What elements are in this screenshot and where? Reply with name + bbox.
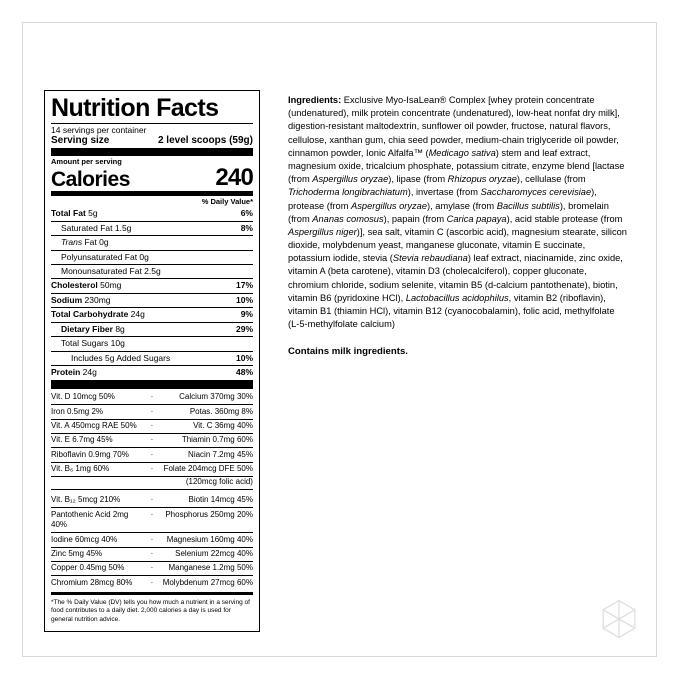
nutrient-daily-value: 9% — [240, 309, 253, 320]
nutrition-facts-title: Nutrition Facts — [51, 94, 219, 122]
column-separator: · — [150, 421, 154, 431]
daily-value-footnote: *The % Daily Value (DV) tells you how much a nutrient in a serving of food contributes to a daily diet. 2,000 calories a day is used for general nutrition advice. — [51, 598, 250, 624]
nutrient-line — [51, 279, 253, 293]
micronutrient-left: Vit. B₆ 1mg 60% — [51, 464, 110, 474]
ingredients-paragraph — [288, 94, 628, 331]
micronutrient-left: Pantothenic Acid 2mg 40% — [51, 509, 129, 530]
nutrition-facts-panel — [44, 90, 260, 632]
column-separator: · — [150, 563, 154, 573]
micronutrient-right: Calcium 370mg 30% — [179, 392, 253, 402]
micronutrient-row — [51, 548, 253, 562]
micronutrient-right: Potas. 360mg 8% — [189, 406, 253, 416]
nutrient-line — [51, 366, 253, 380]
column-separator: · — [150, 534, 154, 544]
servings-per-container: 14 servings per container — [51, 124, 147, 135]
micronutrient-right: Phosphorus 250mg 20% — [165, 509, 253, 519]
column-separator: · — [150, 549, 154, 559]
nutrient-daily-value: 10% — [235, 294, 253, 305]
nutrient-daily-value — [249, 266, 253, 277]
micronutrient-row — [51, 391, 253, 405]
calories-value: 240 — [215, 164, 253, 192]
micronutrient-table — [51, 389, 253, 590]
micronutrient-row — [51, 463, 253, 477]
column-separator: · — [150, 435, 154, 445]
calories-label: Calories — [51, 168, 130, 192]
micronutrient-left: Copper 0.45mg 50% — [51, 563, 125, 573]
nutrient-name: Cholesterol 50mg — [51, 280, 122, 291]
micronutrient-left: Vit. B₁₂ 5mcg 210% — [51, 495, 121, 505]
micronutrient-row — [51, 448, 253, 462]
micronutrient-row — [51, 562, 253, 576]
nutrient-line — [51, 222, 253, 236]
nutrient-line — [51, 265, 253, 279]
nutrient-daily-value — [249, 237, 253, 248]
nutrient-line — [51, 236, 253, 250]
nutrient-daily-value: 48% — [235, 367, 253, 378]
ingredients-text: Exclusive Myo-IsaLean® Complex [whey protein concentrate (undenatured), milk protein concentrate (undenatured), low-heat nonfat dry milk], digestion-resistant maltodextrin, sunflower oil powder, fructose, natural flavors, cellulose, xanthan gum, chia seed powder, medium-chain triglyceride oil powder, cinnamon powder, Ionic Alfalfa™ (Medicago sativa) stem and leaf extract, magnesium oxide, tricalcium phosphate, potassium citrate, enzyme blend [lactase (from Aspergillus oryzae), lipase (from Rhizopus oryzae), cellulase (from Trichoderma longibrachiatum), invertase (from Saccharomyces cerevisiae), protease (from Aspergillus oryzae), amylase (from Bacillus subtilis), bromelain (from Ananas comosus), papain (from Carica papaya), acid stable protease (from Aspergillus niger)], sea salt, vitamin C (ascorbic acid), magnesium stearate, silicon dioxide, molybdenum yeast, manganese gluconate, vitamin E succinate, potassium iodide, stevia (Stevia rebaudiana) leaf extract, niacinamide, zinc oxide, vitamin A (beta carotene), vitamin D3 (cholecalciferol), copper gluconate, chromium chloride, sodium selenite, vitamin B5 (d-calcium pantothenate), biotin, vitamin B6 (pyridoxine HCl), Lactobacillus acidophilus, vitamin B2 (riboflavin), vitamin B1 (thiamin HCl), vitamin B12 (cyanocobalamin), folic acid, methylfolate (L-5-methylfolate calcium) — [288, 95, 627, 330]
nutrient-name: Trans Fat 0g — [61, 237, 109, 248]
micronutrient-left: Iodine 60mcg 40% — [51, 534, 118, 544]
micronutrient-left: Vit. A 450mcg RAE 50% — [51, 421, 137, 431]
micronutrient-left: Chromium 28mcg 80% — [51, 577, 133, 587]
column-separator: · — [150, 392, 154, 402]
micronutrient-left: Zinc 5mg 45% — [51, 549, 103, 559]
micronutrient-right: Thiamin 0.7mg 60% — [181, 435, 253, 445]
micronutrient-right: Magnesium 160mg 40% — [166, 534, 253, 544]
nutrient-name: Dietary Fiber 8g — [61, 323, 125, 334]
micronutrient-right: Folate 204mcg DFE 50% — [163, 464, 253, 474]
serving-size-row — [51, 135, 253, 148]
nutrient-name: Total Sugars 10g — [61, 338, 125, 349]
micronutrient-row — [51, 508, 253, 533]
column-separator: · — [150, 449, 154, 459]
micronutrient-right: Selenium 22mcg 40% — [175, 549, 253, 559]
column-separator: · — [150, 509, 154, 519]
micronutrient-right: Molybdenum 27mcg 60% — [162, 577, 253, 587]
micronutrient-right: Vit. C 36mg 40% — [193, 421, 253, 431]
nutrient-daily-value: 6% — [240, 208, 253, 219]
column-separator: · — [150, 495, 154, 505]
nutrient-lines — [51, 207, 253, 381]
micronutrient-row — [51, 434, 253, 448]
nutrient-line — [51, 337, 253, 351]
micronutrient-row — [51, 420, 253, 434]
micronutrient-row — [51, 405, 253, 419]
amount-per-serving-label: Amount per serving — [51, 157, 122, 167]
nutrient-name: Total Carbohydrate 24g — [51, 309, 145, 320]
nutrient-daily-value: 8% — [240, 222, 253, 233]
ingredients-block — [288, 94, 628, 359]
micronutrient-left: Riboflavin 0.9mg 70% — [51, 449, 129, 459]
micronutrient-row — [51, 477, 253, 490]
micronutrient-right: (120mcg folic acid) — [185, 477, 253, 487]
serving-size-label: Serving size — [51, 135, 110, 147]
nutrient-line — [51, 207, 253, 221]
column-separator: · — [150, 406, 154, 416]
nutrient-name: Polyunsaturated Fat 0g — [61, 251, 149, 262]
nutrient-daily-value: 29% — [235, 323, 253, 334]
micronutrient-row — [51, 494, 253, 508]
nutrient-daily-value — [249, 252, 253, 263]
nutrient-name: Protein 24g — [51, 367, 97, 378]
micronutrient-left: Vit. D 10mcg 50% — [51, 392, 115, 402]
daily-value-header: % Daily Value* — [201, 197, 253, 207]
ingredients-heading: Ingredients: — [288, 95, 342, 105]
micronutrient-row — [51, 533, 253, 547]
nutrient-line — [51, 251, 253, 265]
nutrient-daily-value — [249, 338, 253, 349]
allergen-statement: Contains milk ingredients. — [288, 346, 408, 358]
nutrient-line — [51, 308, 253, 322]
micronutrient-right: Niacin 7.2mg 45% — [188, 449, 253, 459]
micronutrient-left: Vit. E 6.7mg 45% — [51, 435, 113, 445]
nutrient-name: Monounsaturated Fat 2.5g — [61, 266, 161, 276]
nutrient-line — [51, 323, 253, 337]
micronutrient-right: Manganese 1.2mg 50% — [168, 563, 253, 573]
nutrient-name: Includes 5g Added Sugars — [71, 352, 171, 363]
serving-size-value: 2 level scoops (59g) — [157, 135, 253, 147]
column-separator: · — [150, 464, 154, 474]
nutrient-name: Total Fat 5g — [51, 208, 98, 219]
nutrient-line — [51, 294, 253, 308]
nutrient-name: Sodium 230mg — [51, 294, 111, 305]
nutrient-name: Saturated Fat 1.5g — [61, 222, 132, 233]
nutrient-daily-value: 17% — [235, 280, 253, 291]
nutrient-line — [51, 352, 253, 366]
brand-logo-icon — [597, 597, 641, 641]
column-separator: · — [150, 577, 154, 587]
micronutrient-left: Iron 0.5mg 2% — [51, 406, 104, 416]
micronutrient-row — [51, 576, 253, 589]
micronutrient-right: Biotin 14mcg 45% — [188, 495, 253, 505]
nutrient-daily-value: 10% — [235, 352, 253, 363]
calories-row — [51, 166, 253, 191]
